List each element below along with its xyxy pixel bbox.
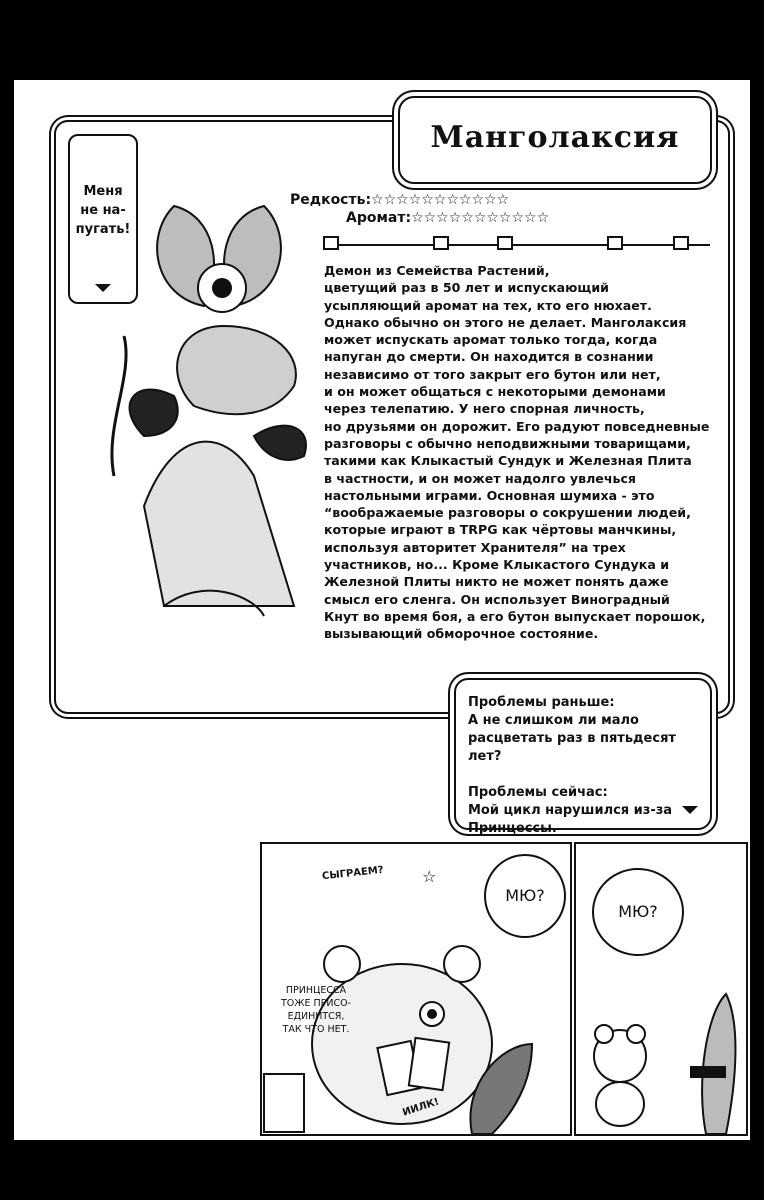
- title-box: [398, 96, 712, 184]
- rivet-icons: [318, 234, 718, 254]
- manga-page: [14, 80, 750, 1140]
- rarity-label: Редкость:: [290, 192, 372, 208]
- description-line: которые играют в TRPG как чёртовы манчкины,: [324, 522, 677, 538]
- description-line: Кнут во время боя, а его бутон выпускает порошок,: [324, 608, 706, 624]
- speech-bubble: [592, 868, 684, 956]
- speech-bubble: [484, 854, 566, 938]
- description-line: такими как Клыкастый Сундук и Железная Плита: [324, 453, 692, 469]
- description-line: смысл его сленга. Он использует Виноградный: [324, 591, 670, 607]
- sfx-squeak: ИИЛК!: [401, 1096, 441, 1119]
- description-line: но друзьями он дорожит. Его радуют повседневные: [324, 418, 710, 434]
- description-line: вызывающий обморочное состояние.: [324, 626, 599, 642]
- speech-text: Меня не на- пугать!: [75, 184, 131, 237]
- problems-box: [454, 678, 712, 836]
- triangle-down-icon: [682, 806, 698, 814]
- description-line: может испускать аромат только тогда, когда: [324, 332, 658, 348]
- comic-panel-1: [260, 842, 572, 1136]
- problems-text: Проблемы раньше: А не слишком ли мало расцветать раз в пятьдесят лет? Проблемы сейчас: Мой цикл нарушился из-за Принцессы.: [468, 695, 676, 836]
- narration-note: ПРИНЦЕССА ТОЖЕ ПРИСО- ЕДИНИТСЯ, ТАК ЧТО НЕТ.: [280, 985, 352, 1035]
- aroma-stars: ☆☆☆☆☆☆☆☆☆☆☆: [411, 210, 550, 226]
- description-line: настольными играми. Основная шумиха - это: [324, 487, 655, 503]
- sfx-play: СЫГРАЕМ?: [321, 864, 385, 883]
- comic-panel-2: [574, 842, 748, 1136]
- description-line: через телепатию. У него спорная личность,: [324, 401, 645, 417]
- aroma-row: [346, 210, 549, 226]
- aroma-label: Аромат:: [346, 210, 412, 226]
- description-line: Однако обычно он этого не делает. Манголаксия: [324, 314, 687, 330]
- description-line: Демон из Семейства Растений,: [324, 263, 550, 278]
- description-line: “воображаемые разговоры о сокрушении людей,: [324, 505, 691, 521]
- bubble-text: МЮ?: [618, 902, 658, 921]
- description-line: усыпляющий аромат на тех, кто его нюхает.: [324, 297, 652, 313]
- description-line: используя авторитет Хранителя” на трех: [324, 539, 626, 555]
- description-line: разговоры с обычно неподвижными товарищами,: [324, 435, 691, 451]
- description-line: напуган до смерти. Он находится в сознании: [324, 349, 654, 365]
- description-line: и он может общаться с некоторыми демонами: [324, 384, 666, 400]
- description-line: Железной Плиты никто не может понять даже: [324, 574, 669, 590]
- mangolaxia-illustration: [104, 176, 324, 626]
- character-name: Манголаксия: [430, 120, 680, 155]
- description-line: цветущий раз в 50 лет и испускающий: [324, 280, 609, 296]
- description-line: независимо от того закрыт его бутон или нет,: [324, 366, 661, 382]
- svg-text:☆: ☆: [422, 867, 437, 886]
- rarity-row: [290, 192, 509, 208]
- description-text: [324, 262, 712, 643]
- bubble-text: МЮ?: [505, 886, 545, 905]
- description-line: участников, но... Кроме Клыкастого Сундука и: [324, 557, 670, 573]
- description-line: в частности, и он может надолго увлечься: [324, 470, 636, 486]
- rarity-stars: ☆☆☆☆☆☆☆☆☆☆☆: [371, 192, 510, 208]
